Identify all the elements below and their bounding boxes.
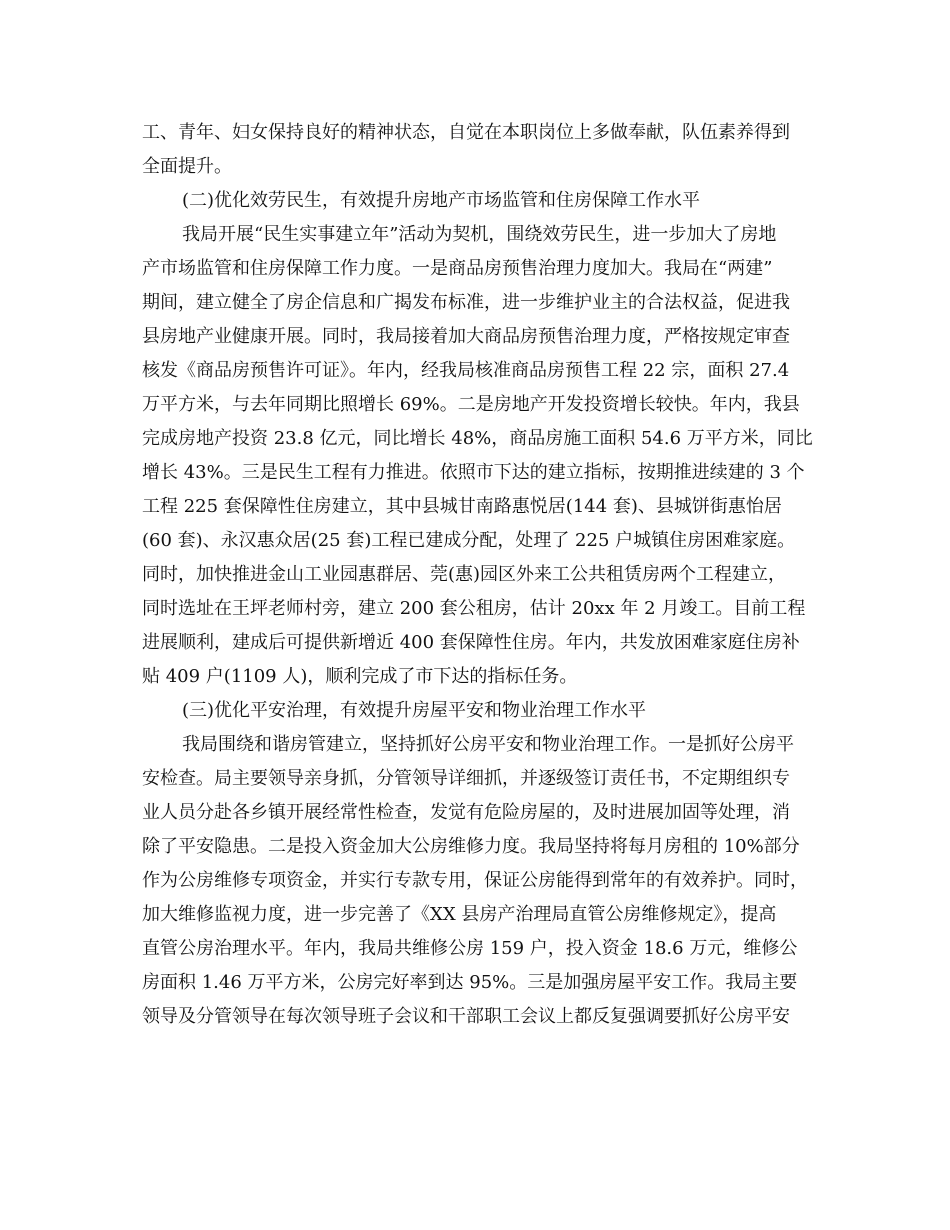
text-line: 工程 225 套保障性住房建立，其中县城甘南路惠悦居(144 套)、县城饼街惠怡居 [142, 496, 782, 517]
text-line: 安检查。局主要领导亲身抓，分管领导详细抓，并逐级签订责任书，不定期组织专 [142, 768, 790, 789]
text-line: 全面提升。 [142, 156, 232, 177]
text-line: 同时选址在王坪老师村旁，建立 200 套公租房，估计 20xx 年 2 月竣工。目前工程 [142, 598, 806, 619]
text-line: 期间，建立健全了房企信息和广揭发布标准，进一步维护业主的合法权益，促进我 [142, 292, 790, 313]
paragraph-first-line: 我局围绕和谐房管建立，坚持抓好公房平安和物业治理工作。一是抓好公房平 [182, 734, 794, 755]
text-line: 业人员分赴各乡镇开展经常性检查，发觉有危险房屋的，及时进展加固等处理，消 [142, 802, 790, 823]
text-line: 完成房地产投资 23.8 亿元，同比增长 48%，商品房施工面积 54.6 万平方米，同比 [142, 428, 813, 449]
paragraph-first-line: (二)优化效劳民生，有效提升房地产市场监管和住房保障工作水平 [182, 190, 701, 211]
text-line: 直管公房治理水平。年内，我局共维修公房 159 户，投入资金 18.6 万元，维修公 [142, 938, 798, 959]
text-line: 加大维修监视力度，进一步完善了《XX 县房产治理局直管公房维修规定》，提高 [142, 904, 777, 925]
text-line: 除了平安隐患。二是投入资金加大公房维修力度。我局坚持将每月房租的 10%部分 [142, 836, 800, 857]
text-line: 万平方米，与去年同期比照增长 69%。二是房地产开发投资增长较快。年内，我县 [142, 394, 800, 415]
text-line: 进展顺利，建成后可提供新增近 400 套保障性住房。年内，共发放困难家庭住房补 [142, 632, 800, 653]
text-line: 县房地产业健康开展。同时，我局接着加大商品房预售治理力度，严格按规定审查 [142, 326, 790, 347]
text-line: 作为公房维修专项资金，并实行专款专用，保证公房能得到常年的有效养护。同时， [142, 870, 808, 891]
text-line: 同时，加快推进金山工业园惠群居、莞(惠)园区外来工公共租赁房两个工程建立， [142, 564, 787, 585]
text-line: (60 套)、永汉惠众居(25 套)工程已建成分配，处理了 225 户城镇住房困难家庭。 [142, 530, 796, 551]
text-line: 工、青年、妇女保持良好的精神状态，自觉在本职岗位上多做奉献，队伍素养得到 [142, 122, 790, 143]
text-line: 领导及分管领导在每次领导班子会议和干部职工会议上都反复强调要抓好公房平安 [142, 1006, 790, 1027]
text-line: 核发《商品房预售许可证》。年内，经我局核准商品房预售工程 22 宗，面积 27.4 [142, 360, 790, 381]
text-line: 产市场监管和住房保障工作力度。一是商品房预售治理力度加大。我局在“两建” [142, 258, 773, 279]
text-line: 房面积 1.46 万平方米，公房完好率到达 95%。三是加强房屋平安工作。我局主要 [142, 972, 798, 993]
text-line: 增长 43%。三是民生工程有力推进。依照市下达的建立指标，按期推进续建的 3 个 [142, 462, 805, 483]
paragraph-first-line: 我局开展“民生实事建立年”活动为契机，围绕效劳民生，进一步加大了房地 [182, 224, 777, 245]
paragraph-first-line: (三)优化平安治理，有效提升房屋平安和物业治理工作水平 [182, 700, 647, 721]
document-body [142, 116, 822, 1034]
text-line: 贴 409 户(1109 人)，顺利完成了市下达的指标任务。 [142, 666, 578, 687]
